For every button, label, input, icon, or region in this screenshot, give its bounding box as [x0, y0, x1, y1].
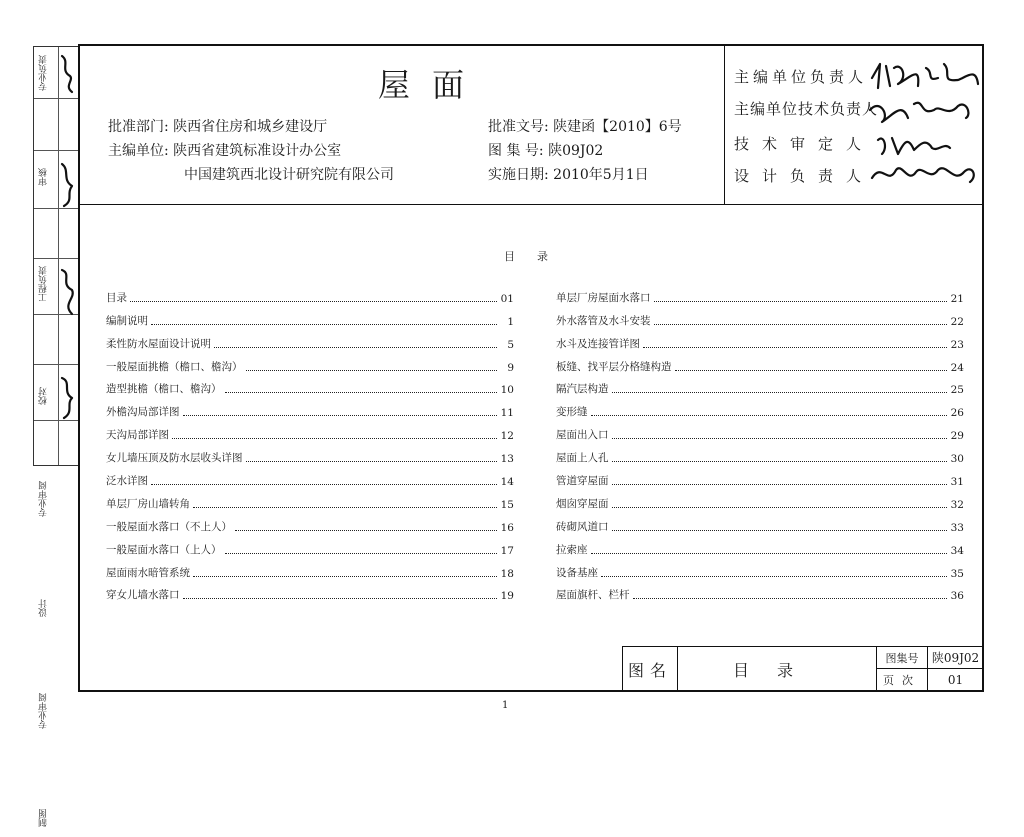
toc-entry-title: 水斗及连接管详图 — [556, 337, 640, 350]
atlas-no-value: 陕09J02 — [548, 143, 604, 159]
toc-entry-page: 25 — [950, 384, 964, 397]
side-label: 校对 — [39, 387, 49, 405]
handwritten-signatures — [868, 58, 984, 198]
toc-entry[interactable] — [556, 374, 964, 397]
toc-entry-title: 女儿墙压顶及防水层收头详图 — [106, 452, 243, 465]
toc-entry[interactable] — [106, 580, 514, 603]
sig-role-editor-head: 主编单位负责人 — [734, 68, 868, 86]
toc-entry-page: 16 — [500, 521, 514, 534]
toc-leader-dots — [612, 438, 948, 439]
side-label: 专业负责 — [39, 55, 49, 91]
drawing-name-value: 目录 — [732, 660, 821, 680]
toc-entry-title: 屋面旗杆、栏杆 — [556, 589, 630, 602]
page-label-tb: 页次 — [883, 674, 921, 687]
toc-entry[interactable] — [556, 511, 964, 534]
toc-entry[interactable] — [556, 419, 964, 442]
toc-leader-dots — [601, 576, 947, 577]
toc-entry-page: 22 — [950, 315, 964, 328]
toc-leader-dots — [151, 324, 497, 325]
page-title: 屋面 — [378, 66, 487, 104]
toc-entry-page: 21 — [950, 292, 964, 305]
toc-leader-dots — [612, 461, 948, 462]
effective-date-row — [488, 164, 649, 186]
toc-entry[interactable] — [106, 396, 514, 419]
title-block-name-label-cell — [622, 646, 678, 692]
side-label: 审核 — [39, 168, 49, 186]
toc-entry[interactable] — [106, 374, 514, 397]
approval-dept-row — [108, 116, 327, 138]
toc-entry-page: 10 — [500, 384, 514, 397]
toc-leader-dots — [130, 301, 497, 302]
toc-entry-page: 19 — [500, 590, 514, 603]
toc-leader-dots — [643, 347, 947, 348]
title-block-page-cell — [927, 668, 984, 692]
toc-entry[interactable] — [106, 282, 514, 305]
footer-mark: 1 — [502, 700, 509, 711]
toc-entry-page: 24 — [950, 361, 964, 374]
toc-entry-page: 14 — [500, 476, 514, 489]
toc-entry-title: 板缝、找平层分格缝构造 — [556, 360, 672, 373]
editor-label: 主编单位: — [108, 143, 169, 159]
doc-no-value: 陕建函【2010】6号 — [553, 119, 682, 135]
toc-entry-page: 32 — [950, 498, 964, 511]
toc-entry-title: 屋面雨水暗管系统 — [106, 566, 190, 579]
side-label: 工程负责 — [39, 266, 49, 302]
toc-entry-page: 29 — [950, 430, 964, 443]
toc-entry[interactable] — [106, 442, 514, 465]
editor-row — [108, 140, 341, 162]
toc-entry[interactable] — [556, 534, 964, 557]
title-block-atlas-cell — [927, 646, 984, 669]
toc-entry-title: 天沟局部详图 — [106, 429, 169, 442]
toc-entry[interactable] — [106, 534, 514, 557]
toc-leader-dots — [612, 392, 948, 393]
toc-entry-title: 单层厂房屋面水落口 — [556, 291, 651, 304]
toc-leader-dots — [183, 598, 498, 599]
toc-entry-title: 变形缝 — [556, 406, 588, 419]
toc-entry-page: 31 — [950, 476, 964, 489]
toc-entry[interactable] — [556, 465, 964, 488]
editor-value: 陕西省建筑标准设计办公室 — [173, 143, 342, 159]
toc-title: 目录 — [504, 250, 570, 263]
title-block-atlas-label-cell — [876, 646, 928, 669]
toc-entry-page: 1 — [507, 315, 514, 328]
toc-right-column — [556, 282, 964, 602]
toc-leader-dots — [246, 461, 498, 462]
toc-entry-title: 设备基座 — [556, 566, 598, 579]
side-signature-marks — [56, 52, 80, 432]
approval-dept-value: 陕西省住房和城乡建设厅 — [173, 119, 328, 135]
side-label: 专业审阅 — [39, 481, 49, 517]
title-block-name-cell — [677, 646, 877, 692]
drawing-name-label: 图名 — [627, 660, 672, 680]
toc-leader-dots — [612, 530, 948, 531]
toc-entry[interactable] — [106, 419, 514, 442]
toc-entry[interactable] — [556, 282, 964, 305]
atlas-no-label: 图 集 号: — [488, 143, 544, 159]
toc-entry[interactable] — [106, 511, 514, 534]
title-block-page-label-cell — [876, 668, 928, 692]
editor-row-2 — [184, 164, 394, 186]
atlas-no-row — [488, 140, 603, 162]
toc-leader-dots — [675, 370, 948, 371]
toc-entry-title: 屋面出入口 — [556, 429, 609, 442]
toc-leader-dots — [183, 415, 498, 416]
toc-entry-title: 泛水详图 — [106, 475, 148, 488]
toc-entry-page: 11 — [500, 407, 514, 420]
toc-entry[interactable] — [556, 557, 964, 580]
toc-leader-dots — [246, 370, 498, 371]
toc-leader-dots — [172, 438, 497, 439]
effective-date-value: 2010年5月1日 — [553, 167, 649, 183]
side-label: 专业审阅 — [39, 693, 49, 729]
toc-entry[interactable] — [556, 442, 964, 465]
toc-entry-title: 一般屋面挑檐（檐口、檐沟） — [106, 360, 243, 373]
toc-entry-title: 烟囱穿屋面 — [556, 497, 609, 510]
side-label: 设计 — [39, 599, 49, 617]
toc-entry-title: 造型挑檐（檐口、檐沟） — [106, 383, 222, 396]
header-divider — [78, 204, 984, 205]
side-label: 制图 — [39, 809, 49, 827]
toc-entry[interactable] — [106, 465, 514, 488]
toc-entry[interactable] — [106, 488, 514, 511]
atlas-no-label-tb: 图集号 — [885, 651, 919, 665]
toc-entry-title: 穿女儿墙水落口 — [106, 589, 180, 602]
toc-entry[interactable] — [106, 305, 514, 328]
sig-role-reviewer: 技术审定人 — [734, 135, 875, 153]
toc-entry-page: 23 — [950, 338, 964, 351]
toc-entry-page: 13 — [500, 453, 514, 466]
toc-entry[interactable] — [556, 351, 964, 374]
sig-role-tech-head: 主编单位技术负责人 — [734, 100, 879, 118]
toc-entry[interactable] — [556, 580, 964, 603]
toc-leader-dots — [612, 484, 948, 485]
toc-entry-page: 15 — [500, 498, 514, 511]
toc-entry-title: 管道穿屋面 — [556, 475, 609, 488]
toc-leader-dots — [193, 576, 497, 577]
toc-entry[interactable] — [106, 328, 514, 351]
toc-entry[interactable] — [106, 351, 514, 374]
toc-entry-page: 33 — [950, 521, 964, 534]
toc-leader-dots — [612, 507, 948, 508]
toc-leader-dots — [214, 347, 497, 348]
toc-leader-dots — [235, 530, 497, 531]
toc-entry[interactable] — [556, 305, 964, 328]
toc-entry-page: 18 — [500, 567, 514, 580]
toc-entry-page: 36 — [950, 590, 964, 603]
doc-no-row — [488, 116, 682, 138]
header-vertical-divider — [724, 44, 725, 205]
toc-entry-title: 单层厂房山墙转角 — [106, 497, 190, 510]
doc-no-label: 批准文号: — [488, 119, 549, 135]
toc-leader-dots — [591, 553, 948, 554]
toc-entry-title: 拉索座 — [556, 543, 588, 556]
toc-entry[interactable] — [556, 328, 964, 351]
toc-entry-page: 34 — [950, 544, 964, 557]
approval-dept-label: 批准部门: — [108, 119, 169, 135]
sig-role-designer: 设计负责人 — [734, 167, 875, 185]
toc-entry-title: 隔汽层构造 — [556, 383, 609, 396]
editor-value-2: 中国建筑西北设计研究院有限公司 — [184, 167, 394, 183]
toc-leader-dots — [225, 553, 498, 554]
toc-left-column — [106, 282, 514, 602]
toc-leader-dots — [633, 598, 948, 599]
toc-entry-title: 屋面上人孔 — [556, 452, 609, 465]
toc-entry-page: 12 — [500, 430, 514, 443]
toc-entry-title: 一般屋面水落口（上人） — [106, 543, 222, 556]
toc-entry-page: 26 — [950, 407, 964, 420]
toc-leader-dots — [591, 415, 948, 416]
toc-entry-title: 砖砌风道口 — [556, 520, 609, 533]
toc-entry-page: 01 — [500, 292, 514, 305]
toc-entry-page: 35 — [950, 567, 964, 580]
toc-entry[interactable] — [106, 557, 514, 580]
toc-entry-title: 目录 — [106, 291, 127, 304]
toc-entry[interactable] — [556, 488, 964, 511]
effective-date-label: 实施日期: — [488, 167, 549, 183]
toc-entry-page: 17 — [500, 544, 514, 557]
toc-entry-page: 5 — [507, 338, 514, 351]
toc-entry-title: 编制说明 — [106, 314, 148, 327]
toc-leader-dots — [193, 507, 497, 508]
atlas-no-value-tb: 陕09J02 — [931, 651, 980, 665]
toc-leader-dots — [654, 324, 948, 325]
toc-entry-title: 柔性防水屋面设计说明 — [106, 337, 211, 350]
toc-entry-title: 外水落管及水斗安装 — [556, 314, 651, 327]
toc-entry-page: 9 — [507, 361, 514, 374]
toc-leader-dots — [654, 301, 948, 302]
toc-leader-dots — [225, 392, 498, 393]
toc-entry-title: 外檐沟局部详图 — [106, 406, 180, 419]
page-value-tb: 01 — [947, 673, 964, 687]
toc-entry-page: 30 — [950, 453, 964, 466]
toc-entry[interactable] — [556, 396, 964, 419]
toc-leader-dots — [151, 484, 497, 485]
toc-entry-title: 一般屋面水落口（不上人） — [106, 520, 232, 533]
